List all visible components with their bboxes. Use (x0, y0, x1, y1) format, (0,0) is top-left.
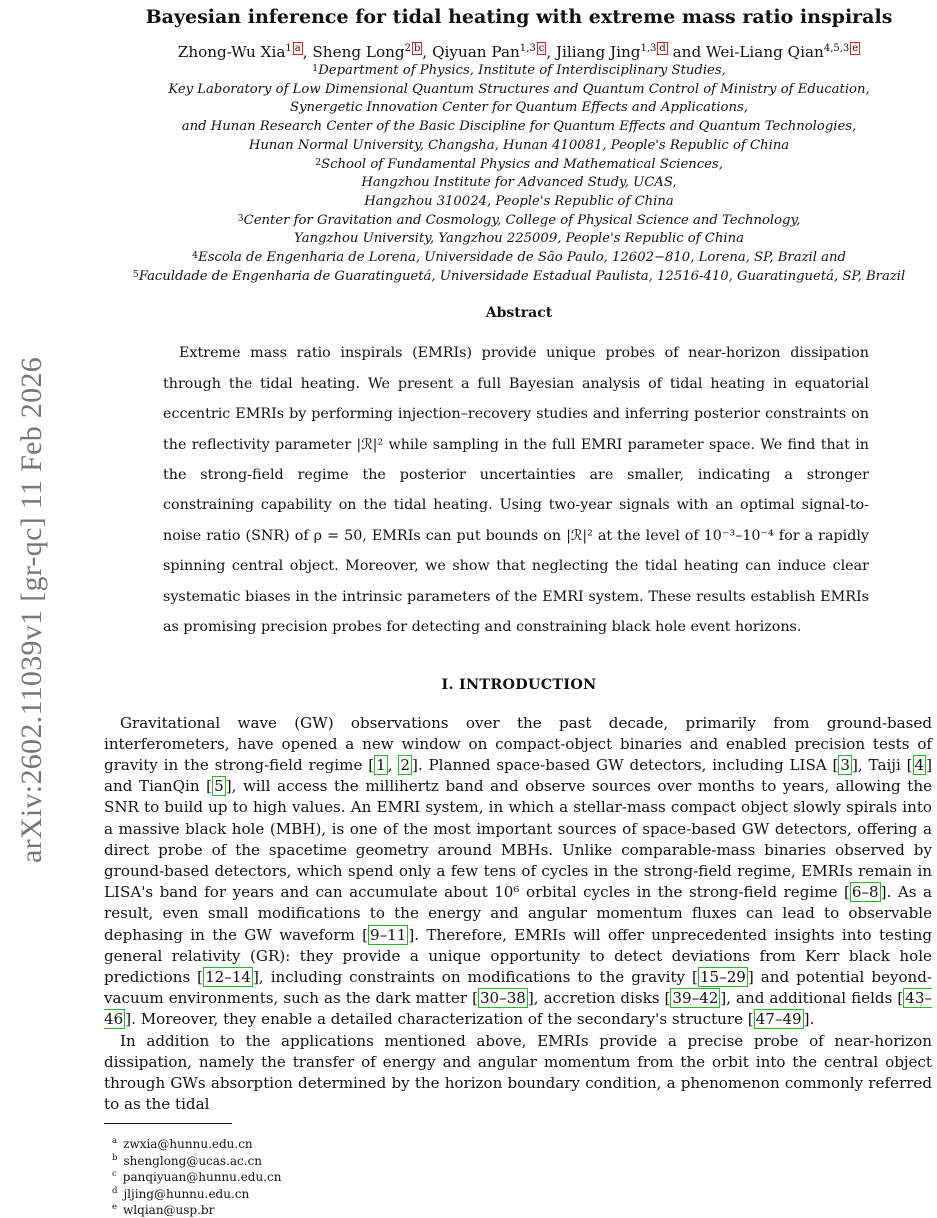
author-name: Zhong-Wu Xia (177, 43, 286, 61)
citation-link[interactable]: 1 (376, 755, 386, 774)
affiliation-text: Department of Physics, Institute of Interdisciplinary Studies, (318, 63, 726, 78)
author-email-link[interactable]: c (538, 43, 545, 54)
footnote-email[interactable]: wlqian@usp.br (123, 1202, 215, 1217)
citation-link[interactable]: 47–49 (755, 1010, 802, 1029)
affiliation-list (105, 62, 933, 286)
footnote-email[interactable]: jljing@hunnu.edu.cn (123, 1186, 250, 1201)
introduction-body (104, 713, 932, 1116)
citation-link[interactable]: 4 (914, 755, 925, 774)
author-affiliation-mark: 1 a (285, 43, 301, 54)
affiliation-line (105, 62, 933, 81)
affiliation-line (105, 137, 933, 156)
affiliation-line (105, 99, 933, 118)
author-name: Sheng Long (312, 43, 405, 61)
footnote-email[interactable]: shenglong@ucas.ac.cn (123, 1153, 263, 1168)
footnote-mark: a (112, 1136, 118, 1147)
affiliation-number: 5 (132, 268, 139, 280)
footnote-email[interactable]: zwxia@hunnu.edu.cn (123, 1137, 253, 1152)
affiliation-line (105, 193, 933, 212)
footnote-mark: c (112, 1169, 117, 1180)
author-email-link[interactable]: a (294, 43, 301, 54)
citation-link[interactable]: 30–38 (479, 989, 526, 1008)
affiliation-number: 3 (237, 212, 244, 224)
affiliation-number: 2 (315, 156, 322, 168)
affiliation-text: Hangzhou Institute for Advanced Study, UCAS, (361, 175, 677, 191)
affiliation-number: 1 (312, 63, 319, 74)
citation-link[interactable]: 2 (400, 755, 410, 774)
footnote-mark: d (112, 1185, 118, 1196)
affiliation-text: Hangzhou 310024, People's Republic of China (364, 193, 674, 209)
affiliation-line (105, 268, 933, 287)
author-name: Wei-Liang Qian (706, 43, 824, 61)
affiliation-line (105, 174, 933, 193)
author-email-link[interactable]: b (414, 43, 421, 54)
affiliation-text: and Hunan Research Center of the Basic Discipline for Quantum Effects and Quantum Technologies, (181, 119, 857, 135)
affiliation-line (105, 118, 933, 137)
intro-paragraph-2: In addition to the applications mentioned above, EMRIs provide a precise probe of near-horizon dissipation, namely the transfer of energy and angular momentum from the orbit into the central object through GWs absorption determined by the horizon boundary condition, a phenomenon commonly referred to as the tidal (104, 1031, 932, 1114)
abstract-text: Extreme mass ratio inspirals (EMRIs) provide unique probes of near-horizon dissipation through the tidal heating. We present a full Bayesian analysis of tidal heating in equatorial eccentric EMRIs by performing injection–recovery studies and inferring posterior constraints on the reflectivity parameter |ℛ|² while sampling in the full EMRI parameter space. We find that in the strong-field regime the posterior uncertainties are smaller, indicating a stronger constraining capability on the tidal heating. Using two-year signals with an optimal signal-to-noise ratio (SNR) of ρ = 50, EMRIs can put bounds on |ℛ|² at the level of 10⁻³–10⁻⁴ for a rapidly spinning central object. Moreover, we show that neglecting the tidal heating can induce clear systematic biases in the intrinsic parameters of the EMRI system. These results establish EMRIs as promising precision probes for detecting and constraining black hole event horizons. (163, 345, 869, 636)
affiliation-line (105, 249, 933, 268)
author-name: Jiliang Jing (555, 43, 641, 61)
citation-link[interactable]: 5 (214, 777, 224, 796)
affiliation-text: Yangzhou University, Yangzhou 225009, People's Republic of China (294, 231, 744, 247)
author-email-link[interactable]: e (852, 43, 859, 54)
citation-link[interactable]: 12–14 (205, 967, 252, 986)
affiliation-line (105, 212, 933, 231)
arxiv-stamp (0, 0, 60, 900)
author-email-link[interactable]: d (659, 43, 666, 54)
author-affiliation-mark: 1,3 c (519, 43, 545, 54)
footnote-mark: e (112, 1201, 118, 1212)
author-affiliation-mark: 2 b (404, 43, 421, 54)
author-name: Qiyuan Pan (432, 43, 520, 61)
footnote-item (104, 1136, 937, 1152)
author-list: Zhong-Wu Xia$^{1 a}$ , Sheng Long$^{2 b}$ , Qiyuan Pan$^{1,3 c}$ , Jiliang Jing$^{1,3 d}$ and Wei-Liang Qian$^{4,5,3 e}$ (177, 43, 859, 61)
affiliation-text: Key Laboratory of Low Dimensional Quantum Structures and Quantum Control of Ministry of Education, (168, 81, 870, 97)
citation-link[interactable]: 15–29 (699, 967, 746, 986)
citation-link[interactable]: 9–11 (370, 925, 407, 944)
citation-link[interactable]: 39–42 (672, 989, 719, 1008)
affiliation-text: Center for Gravitation and Cosmology, College of Physical Science and Technology, (243, 212, 801, 228)
citation-link[interactable]: 43–46 (104, 989, 932, 1029)
citation-link[interactable]: 3 (840, 755, 851, 774)
affiliation-text: Faculdade de Engenharia de Guaratinguetá, Universidade Estadual Paulista, 12516-410, Guaratinguetá, SP, Brazil (138, 268, 906, 284)
affiliation-number: 4 (192, 250, 199, 262)
footnote-rule (104, 1123, 232, 1124)
footnote-item (104, 1169, 937, 1185)
affiliation-text: Escola de Engenharia de Lorena, Universidade de São Paulo, 12602−810, Lorena, SP, Brazil and (198, 250, 846, 266)
citation-link[interactable]: 6–8 (851, 883, 879, 902)
affiliation-text: Synergetic Innovation Center for Quantum Effects and Applications, (290, 100, 748, 116)
affiliation-line (105, 230, 933, 249)
section-heading-introduction: I. INTRODUCTION (441, 676, 597, 693)
author-affiliation-mark: 4,5,3 e (823, 43, 859, 54)
intro-paragraph-1: Gravitational wave (GW) observations over the past decade, primarily from ground-based interferometers, have opened a new window on compact-object binaries and enabled precision tests of gravity in the strong-field regime [ 1 , 2 ]. Planned space-based GW detectors, including LISA [ 3 ], Taiji [ 4 ] and TianQin [ 5 ], will access the millihertz band and observe sources over months to years, allowing the SNR to build up to high values. An EMRI system, in which a stellar-mass compact object slowly spirals into a massive black hole (MBH), is one of the most important sources of space-based GW detectors, offering a direct probe of the spacetime geometry around MBHs. Unlike comparable-mass binaries observed by ground-based detectors, which spend only a few tens of cycles in the strong-field regime, EMRIs remain in LISA's band for years and can accumulate about 10⁶ orbital cycles in the strong-field regime [ 6–8 ]. As a result, even small modifications to the energy and angular momentum fluxes can lead to observable dephasing in the GW waveform [ 9–11 ]. Therefore, EMRIs will offer unprecedented insights into testing general relativity (GR): they provide a unique opportunity to detect deviations from Kerr black hole predictions [ 12–14 ], including constraints on modifications to the gravity [ 15–29 ] and potential beyond-vacuum environments, such as the dark matter [ 30–38 ], accretion disks [ 39–42 ], and additional fields [ 43–46 ]. Moreover, they enable a detailed characterization of the secondary's structure [ 47–49 ]. (104, 713, 933, 1029)
paper-title: Bayesian inference for tidal heating with extreme mass ratio inspirals (145, 6, 893, 28)
affiliation-text: School of Fundamental Physics and Mathematical Sciences, (321, 156, 723, 172)
author-affiliation-mark: 1,3 d (640, 43, 666, 54)
footnote-item (104, 1202, 937, 1218)
footnote-email[interactable]: panqiyuan@hunnu.edu.cn (122, 1170, 282, 1185)
affiliation-text: Hunan Normal University, Changsha, Hunan 410081, People's Republic of China (248, 137, 790, 153)
affiliation-line (105, 156, 933, 175)
footnote-item (104, 1153, 937, 1169)
paper-page (104, 0, 937, 1218)
affiliation-line (105, 81, 933, 100)
footnote-mark: b (112, 1152, 118, 1163)
abstract-heading: Abstract (485, 305, 553, 322)
footnote-list (104, 1136, 937, 1218)
arxiv-identifier: arXiv:2602.11039v1 [gr-qc] 11 Feb 2026 (15, 357, 48, 863)
